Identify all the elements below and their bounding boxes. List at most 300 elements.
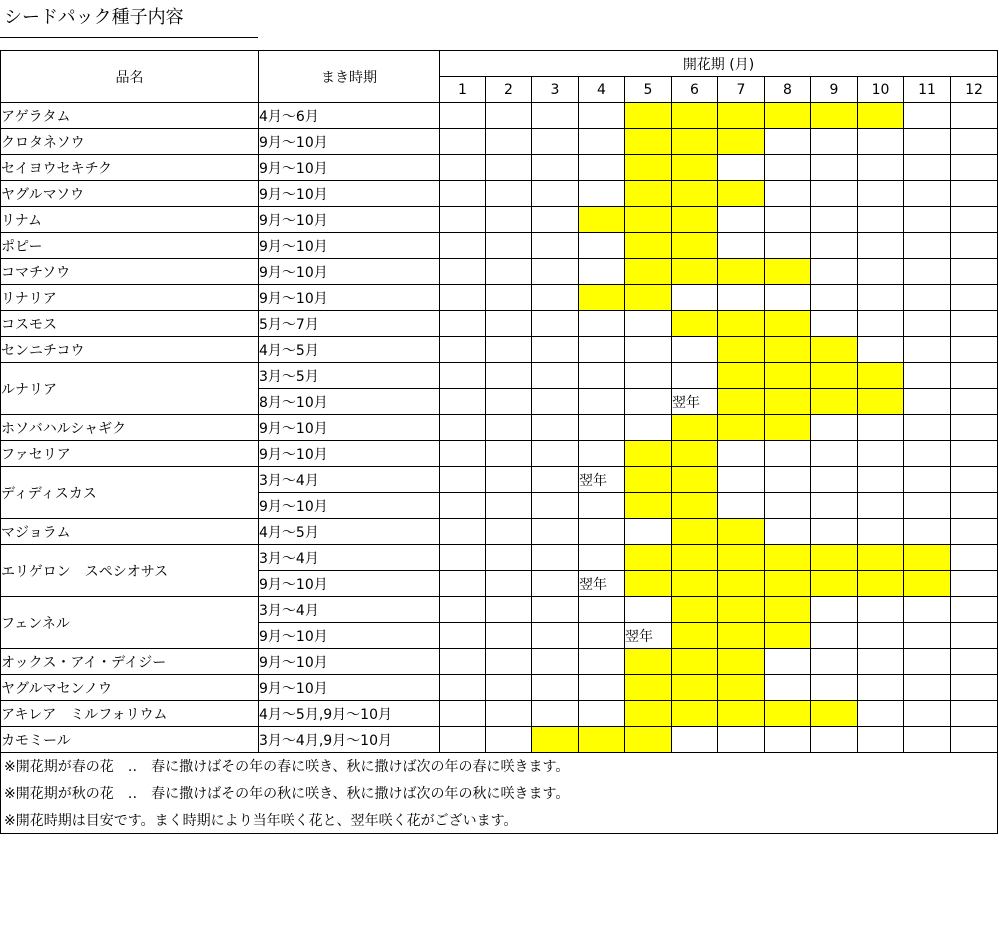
bloom-cell <box>718 389 765 415</box>
bloom-cell <box>625 103 672 129</box>
month-cell <box>486 259 532 285</box>
table-row <box>1 337 998 363</box>
month-cell <box>951 363 998 389</box>
month-cell <box>486 727 532 753</box>
bloom-cell <box>625 181 672 207</box>
month-cell <box>858 675 904 701</box>
month-cell <box>486 337 532 363</box>
month-cell <box>951 519 998 545</box>
table-row <box>1 727 998 753</box>
month-cell <box>440 103 486 129</box>
month-cell <box>858 285 904 311</box>
month-cell <box>440 467 486 493</box>
bloom-cell <box>672 675 718 701</box>
month-cell <box>486 207 532 233</box>
header-bloom: 開花期 (月) <box>440 51 998 77</box>
month-cell <box>904 519 951 545</box>
sowing-period: 5月～7月 <box>259 311 440 337</box>
month-cell <box>858 727 904 753</box>
month-cell <box>904 675 951 701</box>
note-row <box>1 753 998 780</box>
month-cell <box>532 363 579 389</box>
sowing-period: 4月～5月,9月～10月 <box>259 701 440 727</box>
month-cell <box>904 181 951 207</box>
month-cell <box>904 623 951 649</box>
bloom-cell <box>625 493 672 519</box>
table-row <box>1 311 998 337</box>
month-cell <box>951 311 998 337</box>
bloom-cell <box>904 571 951 597</box>
month-cell <box>579 623 625 649</box>
plant-name: アゲラタム <box>1 103 259 129</box>
month-cell <box>440 233 486 259</box>
month-cell <box>951 493 998 519</box>
month-cell <box>486 545 532 571</box>
month-header-11: 11 <box>904 77 951 103</box>
bloom-cell <box>718 597 765 623</box>
month-cell <box>951 701 998 727</box>
month-cell <box>579 675 625 701</box>
month-cell <box>440 363 486 389</box>
header-row <box>1 51 998 77</box>
bloom-cell <box>718 259 765 285</box>
month-cell <box>904 337 951 363</box>
sowing-period: 3月～5月 <box>259 363 440 389</box>
month-cell <box>440 259 486 285</box>
month-cell <box>579 649 625 675</box>
sowing-period: 9月～10月 <box>259 623 440 649</box>
month-cell <box>440 311 486 337</box>
month-cell <box>579 155 625 181</box>
month-cell <box>811 649 858 675</box>
table-row <box>1 675 998 701</box>
bloom-cell <box>765 103 811 129</box>
month-cell <box>579 415 625 441</box>
bloom-cell <box>672 129 718 155</box>
bloom-cell <box>718 415 765 441</box>
month-cell <box>904 649 951 675</box>
month-cell <box>440 545 486 571</box>
bloom-cell <box>718 337 765 363</box>
bloom-cell <box>718 181 765 207</box>
bloom-cell <box>718 129 765 155</box>
month-cell <box>765 675 811 701</box>
month-cell <box>440 493 486 519</box>
bloom-cell <box>858 571 904 597</box>
plant-name: コマチソウ <box>1 259 259 285</box>
month-header-2: 2 <box>486 77 532 103</box>
month-cell <box>440 519 486 545</box>
month-cell <box>625 519 672 545</box>
month-cell <box>858 649 904 675</box>
table-row <box>1 155 998 181</box>
month-cell <box>486 181 532 207</box>
month-cell <box>811 207 858 233</box>
bloom-cell <box>625 207 672 233</box>
month-cell <box>625 389 672 415</box>
month-cell <box>765 493 811 519</box>
month-cell <box>486 467 532 493</box>
month-cell <box>486 389 532 415</box>
month-cell <box>904 727 951 753</box>
month-cell <box>440 675 486 701</box>
bloom-cell <box>765 389 811 415</box>
sowing-period: 4月～5月 <box>259 519 440 545</box>
month-cell <box>440 623 486 649</box>
month-cell <box>579 441 625 467</box>
bloom-cell <box>765 311 811 337</box>
month-cell <box>904 701 951 727</box>
month-cell <box>858 155 904 181</box>
bloom-cell <box>625 467 672 493</box>
month-cell <box>486 675 532 701</box>
bloom-cell <box>672 441 718 467</box>
month-cell <box>904 155 951 181</box>
month-header-3: 3 <box>532 77 579 103</box>
sowing-period: 9月～10月 <box>259 649 440 675</box>
bloom-cell <box>579 207 625 233</box>
bloom-cell <box>672 233 718 259</box>
month-cell <box>486 623 532 649</box>
month-cell <box>904 311 951 337</box>
month-cell <box>718 207 765 233</box>
bloom-cell <box>811 545 858 571</box>
month-cell <box>486 597 532 623</box>
note-row <box>1 780 998 807</box>
month-cell <box>765 467 811 493</box>
month-cell <box>532 285 579 311</box>
month-cell <box>811 519 858 545</box>
plant-name: クロタネソウ <box>1 129 259 155</box>
month-cell <box>579 129 625 155</box>
month-cell <box>532 441 579 467</box>
month-cell <box>951 467 998 493</box>
month-cell <box>811 311 858 337</box>
month-cell <box>951 259 998 285</box>
plant-name: エリゲロン スペシオサス <box>1 545 259 597</box>
sowing-period: 9月～10月 <box>259 129 440 155</box>
table-row <box>1 701 998 727</box>
bloom-cell <box>672 597 718 623</box>
month-cell <box>951 441 998 467</box>
month-cell <box>858 311 904 337</box>
sowing-period: 3月～4月 <box>259 467 440 493</box>
month-cell <box>579 337 625 363</box>
bloom-cell <box>718 649 765 675</box>
footnote: ※開花期が春の花 ‥ 春に撒けばその年の春に咲き、秋に撒けば次の年の春に咲きます。 <box>1 753 998 780</box>
month-cell <box>811 415 858 441</box>
month-cell <box>858 519 904 545</box>
month-cell <box>858 259 904 285</box>
bloom-cell <box>672 519 718 545</box>
bloom-cell <box>672 493 718 519</box>
month-cell <box>440 181 486 207</box>
note-row <box>1 807 998 834</box>
month-cell <box>904 363 951 389</box>
bloom-cell <box>718 545 765 571</box>
month-cell <box>672 363 718 389</box>
plant-name: ファセリア <box>1 441 259 467</box>
month-cell <box>765 155 811 181</box>
bloom-cell <box>765 623 811 649</box>
bloom-cell <box>532 727 579 753</box>
bloom-cell <box>811 363 858 389</box>
month-cell <box>486 311 532 337</box>
table-row <box>1 233 998 259</box>
month-cell <box>951 181 998 207</box>
month-cell <box>811 467 858 493</box>
bloom-cell <box>718 623 765 649</box>
bloom-cell <box>718 519 765 545</box>
month-header-5: 5 <box>625 77 672 103</box>
plant-name: コスモス <box>1 311 259 337</box>
plant-name: ルナリア <box>1 363 259 415</box>
bloom-cell <box>625 129 672 155</box>
bloom-cell <box>625 233 672 259</box>
bloom-cell <box>811 389 858 415</box>
month-cell <box>765 649 811 675</box>
month-cell <box>858 467 904 493</box>
month-cell <box>765 285 811 311</box>
sowing-period: 4月～6月 <box>259 103 440 129</box>
plant-name: マジョラム <box>1 519 259 545</box>
month-cell <box>532 259 579 285</box>
plant-name: ヤグルマソウ <box>1 181 259 207</box>
month-cell <box>486 441 532 467</box>
bloom-cell <box>672 571 718 597</box>
sowing-period: 9月～10月 <box>259 233 440 259</box>
table-row <box>1 207 998 233</box>
table-row <box>1 545 998 571</box>
month-cell <box>718 441 765 467</box>
month-cell <box>811 233 858 259</box>
month-cell <box>532 467 579 493</box>
month-cell <box>532 519 579 545</box>
sowing-period: 9月～10月 <box>259 285 440 311</box>
month-cell <box>811 727 858 753</box>
bloom-cell <box>858 545 904 571</box>
bloom-cell <box>579 285 625 311</box>
month-cell <box>811 623 858 649</box>
month-header-6: 6 <box>672 77 718 103</box>
bloom-cell <box>858 389 904 415</box>
month-cell <box>486 285 532 311</box>
bloom-cell <box>625 441 672 467</box>
month-cell <box>532 675 579 701</box>
month-cell <box>579 311 625 337</box>
plant-name: リナム <box>1 207 259 233</box>
month-header-12: 12 <box>951 77 998 103</box>
bloom-cell <box>672 181 718 207</box>
next-year-note: 翌年 <box>579 467 625 493</box>
month-cell <box>904 129 951 155</box>
bloom-cell <box>625 155 672 181</box>
month-header-1: 1 <box>440 77 486 103</box>
month-cell <box>625 311 672 337</box>
month-cell <box>486 415 532 441</box>
month-cell <box>440 597 486 623</box>
month-cell <box>858 181 904 207</box>
table-row <box>1 103 998 129</box>
month-cell <box>765 519 811 545</box>
month-cell <box>532 207 579 233</box>
month-cell <box>858 207 904 233</box>
month-cell <box>904 103 951 129</box>
bloom-cell <box>765 597 811 623</box>
month-cell <box>811 155 858 181</box>
month-cell <box>858 597 904 623</box>
sowing-period: 9月～10月 <box>259 571 440 597</box>
month-cell <box>951 415 998 441</box>
month-cell <box>718 727 765 753</box>
month-cell <box>765 207 811 233</box>
month-cell <box>532 701 579 727</box>
sowing-period: 9月～10月 <box>259 155 440 181</box>
plant-name: ホソバハルシャギク <box>1 415 259 441</box>
month-cell <box>532 103 579 129</box>
bloom-cell <box>765 259 811 285</box>
plant-name: ポピー <box>1 233 259 259</box>
month-cell <box>672 727 718 753</box>
month-cell <box>951 649 998 675</box>
month-cell <box>858 415 904 441</box>
month-cell <box>625 597 672 623</box>
month-cell <box>718 285 765 311</box>
month-cell <box>440 727 486 753</box>
month-cell <box>532 129 579 155</box>
month-cell <box>904 597 951 623</box>
bloom-cell <box>625 545 672 571</box>
bloom-cell <box>811 103 858 129</box>
plant-name: ヤグルマセンノウ <box>1 675 259 701</box>
bloom-cell <box>718 571 765 597</box>
month-cell <box>951 675 998 701</box>
month-cell <box>811 597 858 623</box>
next-year-note: 翌年 <box>625 623 672 649</box>
month-cell <box>532 415 579 441</box>
month-cell <box>579 103 625 129</box>
month-cell <box>532 571 579 597</box>
month-cell <box>579 259 625 285</box>
month-header-4: 4 <box>579 77 625 103</box>
bloom-cell <box>625 259 672 285</box>
month-cell <box>625 363 672 389</box>
table-row <box>1 415 998 441</box>
bloom-cell <box>718 701 765 727</box>
bloom-cell <box>718 311 765 337</box>
table-row <box>1 285 998 311</box>
month-cell <box>440 701 486 727</box>
sowing-period: 9月～10月 <box>259 207 440 233</box>
month-cell <box>532 337 579 363</box>
month-cell <box>765 233 811 259</box>
bloom-cell <box>672 103 718 129</box>
month-cell <box>858 441 904 467</box>
footnote: ※開花期が秋の花 ‥ 春に撒けばその年の秋に咲き、秋に撒けば次の年の秋に咲きます。 <box>1 780 998 807</box>
month-cell <box>718 467 765 493</box>
bloom-cell <box>811 337 858 363</box>
table-row <box>1 181 998 207</box>
month-cell <box>532 155 579 181</box>
bloom-cell <box>765 545 811 571</box>
bloom-cell <box>672 155 718 181</box>
month-cell <box>811 285 858 311</box>
month-cell <box>440 207 486 233</box>
month-cell <box>858 623 904 649</box>
month-cell <box>904 285 951 311</box>
next-year-note: 翌年 <box>579 571 625 597</box>
month-cell <box>486 363 532 389</box>
bloom-cell <box>811 571 858 597</box>
month-cell <box>579 233 625 259</box>
bloom-cell <box>672 649 718 675</box>
bloom-cell <box>672 623 718 649</box>
month-cell <box>904 493 951 519</box>
month-header-9: 9 <box>811 77 858 103</box>
month-cell <box>951 129 998 155</box>
sowing-period: 9月～10月 <box>259 181 440 207</box>
month-cell <box>904 441 951 467</box>
month-cell <box>904 207 951 233</box>
bloom-cell <box>904 545 951 571</box>
month-cell <box>951 155 998 181</box>
bloom-cell <box>858 363 904 389</box>
bloom-cell <box>625 571 672 597</box>
month-cell <box>858 337 904 363</box>
month-cell <box>486 649 532 675</box>
month-cell <box>718 233 765 259</box>
table-row <box>1 129 998 155</box>
month-header-10: 10 <box>858 77 904 103</box>
month-cell <box>440 415 486 441</box>
month-cell <box>951 207 998 233</box>
month-cell <box>486 493 532 519</box>
month-cell <box>811 181 858 207</box>
bloom-cell <box>765 701 811 727</box>
month-cell <box>440 571 486 597</box>
month-cell <box>718 155 765 181</box>
month-header-7: 7 <box>718 77 765 103</box>
month-cell <box>440 285 486 311</box>
month-cell <box>625 415 672 441</box>
table-row <box>1 519 998 545</box>
month-cell <box>951 337 998 363</box>
bloom-cell <box>625 727 672 753</box>
month-cell <box>904 415 951 441</box>
bloom-cell <box>579 727 625 753</box>
sowing-period: 9月～10月 <box>259 675 440 701</box>
month-cell <box>765 129 811 155</box>
month-cell <box>486 519 532 545</box>
month-cell <box>951 623 998 649</box>
month-header-8: 8 <box>765 77 811 103</box>
bloom-cell <box>625 649 672 675</box>
month-cell <box>486 103 532 129</box>
month-cell <box>858 233 904 259</box>
month-cell <box>811 129 858 155</box>
month-cell <box>579 545 625 571</box>
month-cell <box>858 701 904 727</box>
month-cell <box>951 103 998 129</box>
sowing-period: 9月～10月 <box>259 441 440 467</box>
month-cell <box>532 311 579 337</box>
month-cell <box>951 389 998 415</box>
next-year-note: 翌年 <box>672 389 718 415</box>
month-cell <box>765 441 811 467</box>
plant-name: オックス・アイ・デイジー <box>1 649 259 675</box>
month-cell <box>532 545 579 571</box>
seed-table <box>0 50 998 834</box>
